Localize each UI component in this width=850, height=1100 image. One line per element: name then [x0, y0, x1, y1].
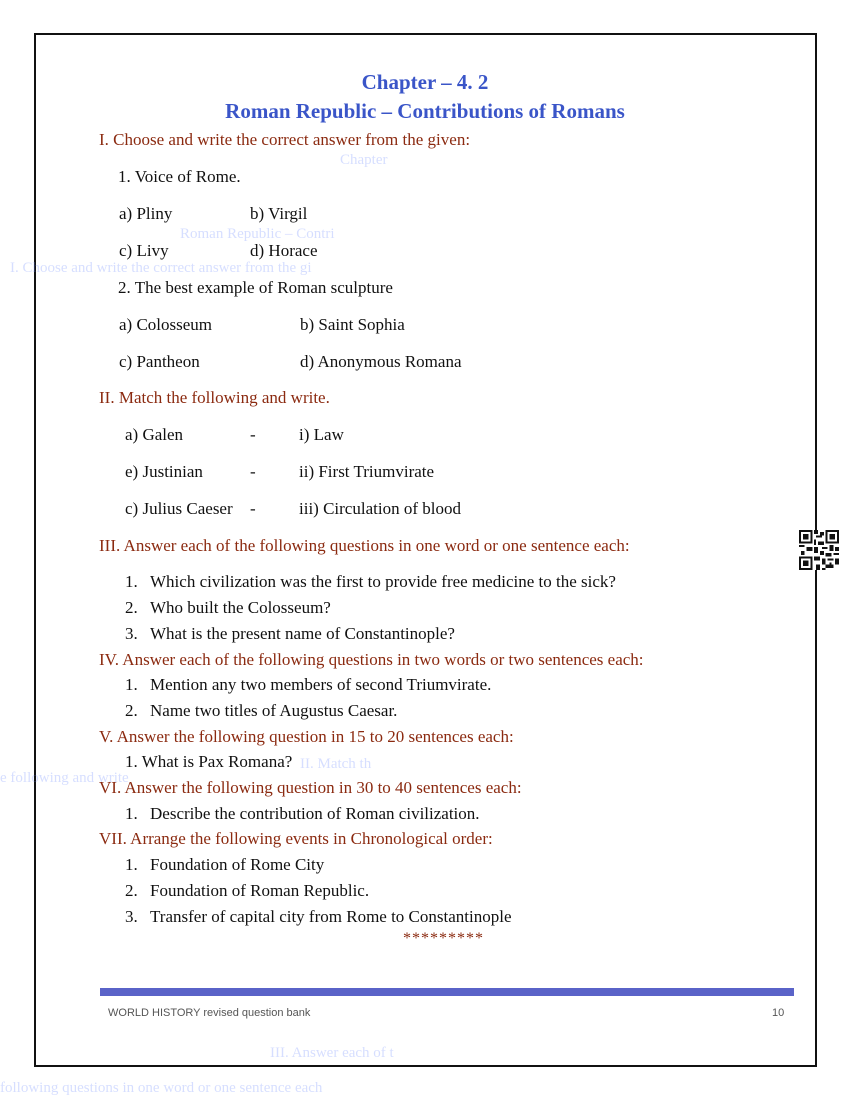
match-left-2: e) Justinian	[125, 462, 203, 481]
item-number: 2.	[125, 598, 138, 617]
question-text: Which civilization was the first to provide free medicine to the sick?	[150, 572, 616, 591]
match-right-3: iii) Circulation of blood	[299, 499, 461, 518]
option-a: a) Pliny	[119, 204, 173, 223]
item-number: 1.	[125, 855, 138, 874]
match-left-3: c) Julius Caeser	[125, 499, 233, 518]
question-text: Mention any two members of second Triumvirate.	[150, 675, 492, 694]
qr-code-icon	[799, 530, 839, 570]
section-1-heading: I. Choose and write the correct answer from the given:	[99, 130, 471, 149]
chapter-subtitle: Roman Republic – Contributions of Romans	[225, 99, 625, 123]
option-c: c) Pantheon	[119, 352, 200, 371]
section-5-heading: V. Answer the following question in 15 to 20 sentences each:	[99, 727, 514, 746]
question-1: 1. Voice of Rome.	[118, 167, 241, 186]
item-number: 3.	[125, 907, 138, 926]
section-3-heading: III. Answer each of the following questions in one word or one sentence each:	[99, 536, 630, 555]
footer-title: WORLD HISTORY revised question bank	[108, 1007, 311, 1019]
bleed-through-text: e following and write	[0, 770, 129, 786]
question-text: Name two titles of Augustus Caesar.	[150, 701, 398, 720]
end-marker: *********	[403, 930, 484, 947]
bleed-through-text: I. Choose and write the correct answer from the gi	[10, 260, 312, 276]
question-2: 2. The best example of Roman sculpture	[118, 278, 393, 297]
option-b: b) Saint Sophia	[300, 315, 405, 334]
section-4-heading: IV. Answer each of the following questions in two words or two sentences each:	[99, 650, 644, 669]
question-text: Who built the Colosseum?	[150, 598, 331, 617]
match-right-2: ii) First Triumvirate	[299, 462, 435, 481]
footer-divider	[100, 988, 794, 996]
match-dash-1: -	[250, 425, 256, 444]
option-d: d) Horace	[250, 241, 318, 260]
bleed-through-text: III. Answer each of t	[270, 1045, 394, 1061]
section-2-heading: II. Match the following and write.	[99, 388, 330, 407]
option-d: d) Anonymous Romana	[300, 352, 462, 371]
option-b: b) Virgil	[250, 204, 308, 223]
option-a: a) Colosseum	[119, 315, 213, 334]
question-text: 1. What is Pax Romana?	[125, 752, 293, 771]
bleed-through-text: Roman Republic – Contri	[180, 226, 335, 242]
item-number: 1.	[125, 572, 138, 591]
match-left-1: a) Galen	[125, 425, 184, 444]
event-text: Foundation of Rome City	[150, 855, 325, 874]
item-number: 2.	[125, 881, 138, 900]
match-dash-2: -	[250, 462, 256, 481]
match-right-1: i) Law	[299, 425, 344, 444]
match-dash-3: -	[250, 499, 256, 518]
item-number: 1.	[125, 675, 138, 694]
event-text: Foundation of Roman Republic.	[150, 881, 370, 900]
section-6-heading: VI. Answer the following question in 30 to 40 sentences each:	[99, 778, 522, 797]
bleed-through-text: following questions in one word or one sentence each	[0, 1080, 323, 1096]
option-c: c) Livy	[119, 241, 169, 260]
item-number: 2.	[125, 701, 138, 720]
chapter-title: Chapter – 4. 2	[361, 70, 489, 94]
item-number: 1.	[125, 804, 138, 823]
bleed-through-text: Chapter	[340, 152, 388, 168]
item-number: 3.	[125, 624, 138, 643]
page-number: 10	[772, 1007, 785, 1019]
event-text: Transfer of capital city from Rome to Constantinople	[150, 907, 512, 926]
bleed-through-text: II. Match th	[300, 756, 372, 772]
section-7-heading: VII. Arrange the following events in Chronological order:	[99, 829, 493, 848]
question-text: What is the present name of Constantinople?	[150, 624, 455, 643]
question-text: Describe the contribution of Roman civilization.	[150, 804, 480, 823]
